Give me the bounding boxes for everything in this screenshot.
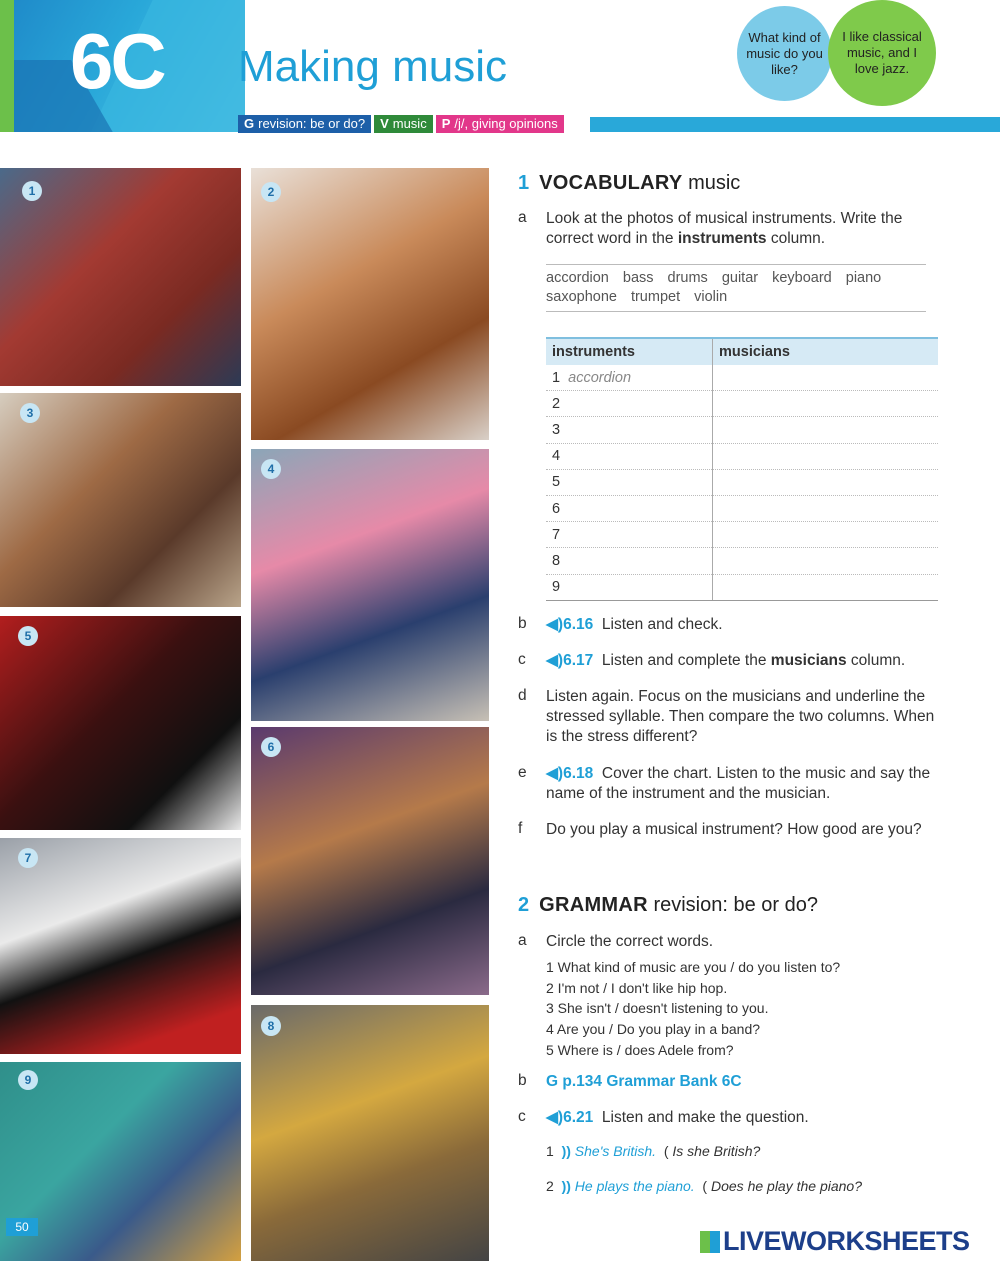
musician-input[interactable] (713, 417, 939, 443)
list-item[interactable]: 5 Where is / does Adele from? (546, 1041, 734, 1058)
logo-icon (700, 1231, 720, 1253)
header-rule (590, 117, 1000, 132)
musician-input[interactable] (713, 495, 939, 521)
photo-accordion: 1 (0, 168, 241, 386)
example-2: 2 )) He plays the piano. ( Does he play the piano? (546, 1178, 862, 1194)
exercise-1d-text: Listen again. Focus on the musicians and underline the stressed syllable. Then compare the two columns. When is the stress different? (546, 688, 935, 745)
section-vocabulary-heading: 1 VOCABULARY music (518, 172, 741, 194)
audio-icon[interactable]: )) (561, 1143, 571, 1159)
musician-input[interactable] (713, 522, 939, 548)
pronunciation-tag: P /j/, giving opinions (436, 115, 564, 133)
liveworksheets-logo: LIVEWORKSHEETS (700, 1226, 970, 1257)
list-item[interactable]: 2 I'm not / I don't like hip hop. (546, 979, 728, 996)
photo-saxophone: 9 (0, 1062, 241, 1261)
audio-icon[interactable]: )) (561, 1178, 571, 1194)
audio-icon[interactable]: ◀) (546, 652, 564, 669)
exercise-1e-text: ◀)6.18 Cover the chart. Listen to the music and say the name of the instrument and the musician. (546, 765, 931, 802)
lesson-tags (238, 115, 567, 133)
grammar-bank-link[interactable]: G p.134 Grammar Bank 6C (546, 1073, 742, 1090)
musician-input[interactable] (713, 469, 939, 495)
musicians-header: musicians (713, 338, 939, 365)
grammar-icon: G (546, 1073, 559, 1090)
exercise-1c-text: ◀)6.17 Listen and complete the musicians column. (546, 652, 906, 669)
photo-piano: 5 (0, 616, 241, 830)
unit-number: 6C (70, 17, 164, 105)
word-bank: accordion bass drums guitar keyboard piano saxophone trumpet violin (546, 264, 926, 312)
page-number: 50 (6, 1218, 38, 1236)
banner-stripe (0, 0, 14, 132)
exercise-letter: a (518, 209, 527, 226)
instruments-chart (546, 337, 938, 601)
exercise-1a-text: Look at the photos of musical instruments. Write the correct word in the instruments column. (546, 210, 903, 247)
table-row: 8 (546, 548, 938, 574)
exercise-2c-text: ◀)6.21 Listen and make the question. (546, 1109, 809, 1126)
musician-input[interactable] (713, 574, 939, 600)
grammar-items (546, 957, 946, 1061)
exercise-1b-text: ◀)6.16 Listen and check. (546, 616, 723, 633)
table-row: 6 (546, 495, 938, 521)
vocabulary-tag: V music (374, 115, 433, 133)
exercise-2a-text: Circle the correct words. (546, 933, 714, 950)
musician-input[interactable] (713, 365, 939, 391)
photo-bass: 2 (251, 168, 489, 440)
table-row: 5 (546, 469, 938, 495)
table-row: 3 (546, 417, 938, 443)
photo-trumpet: 8 (251, 1005, 489, 1261)
photo-guitar: 4 (251, 449, 489, 721)
exercise-1f-text: Do you play a musical instrument? How good are you? (546, 821, 922, 838)
speech-bubble-answer: I like classical music, and I love jazz. (828, 0, 936, 106)
musician-input[interactable] (713, 391, 939, 417)
list-item[interactable]: 3 She isn't / doesn't listening to you. (546, 1000, 769, 1017)
table-row: 1 accordion (546, 365, 938, 391)
photo-violin: 3 (0, 393, 241, 607)
table-row: 9 (546, 574, 938, 600)
page-title: Making music (238, 42, 507, 91)
table-row: 7 (546, 522, 938, 548)
instruments-header: instruments (546, 338, 713, 365)
musician-input[interactable] (713, 548, 939, 574)
section-grammar-heading: 2 GRAMMAR revision: be or do? (518, 894, 818, 916)
table-row: 2 (546, 391, 938, 417)
audio-icon[interactable]: ◀) (546, 765, 564, 782)
photo-keyboard: 7 (0, 838, 241, 1054)
list-item[interactable]: 1 What kind of music are you / do you listen to? (546, 959, 841, 975)
audio-icon[interactable]: ◀) (546, 616, 564, 633)
musician-input[interactable] (713, 443, 939, 469)
speech-bubble-question: What kind of music do you like? (737, 6, 832, 101)
grammar-tag: G revision: be or do? (238, 115, 371, 133)
example-1: 1 )) She's British. ( Is she British? (546, 1143, 761, 1159)
table-row: 4 (546, 443, 938, 469)
audio-icon[interactable]: ◀) (546, 1109, 564, 1126)
photo-drums: 6 (251, 727, 489, 995)
list-item[interactable]: 4 Are you / Do you play in a band? (546, 1021, 761, 1038)
